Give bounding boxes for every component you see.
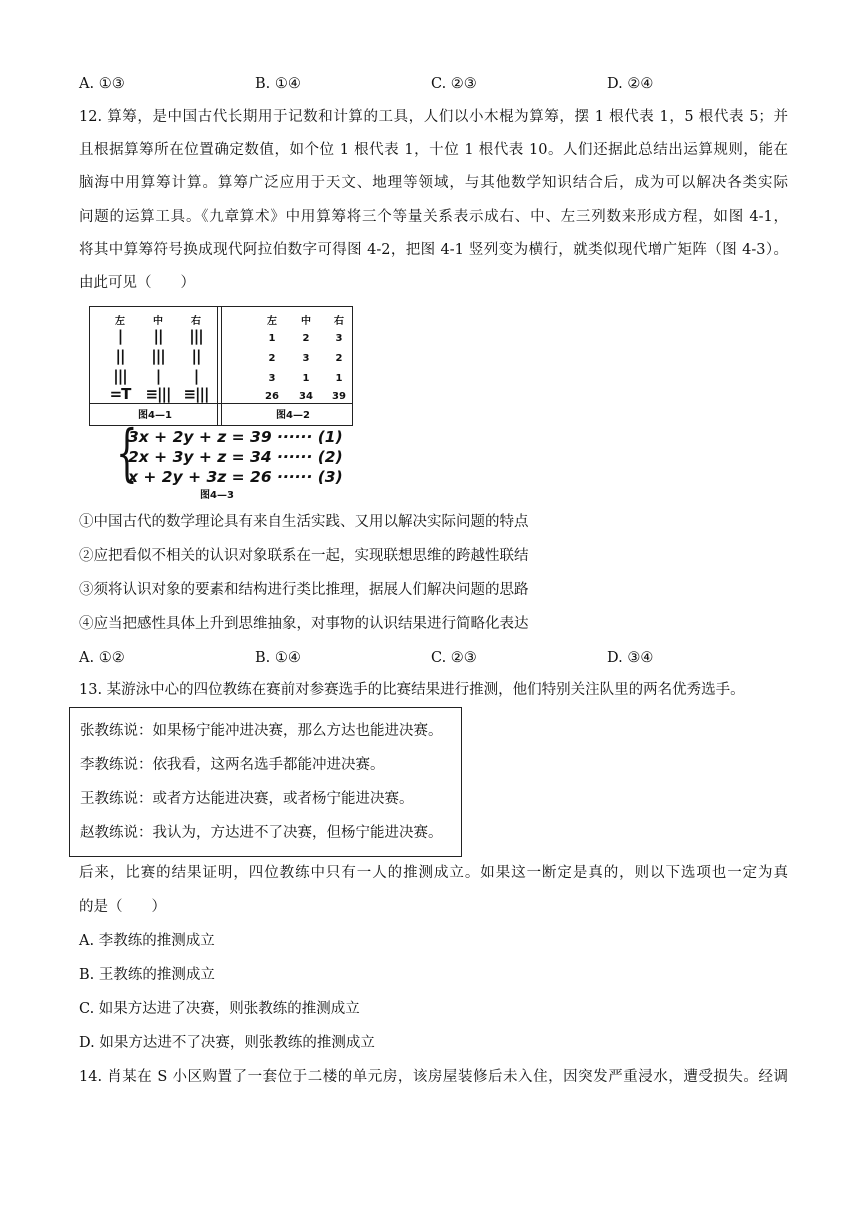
number-cell: 3 (335, 333, 343, 344)
header-right: 右 (334, 316, 344, 327)
rod-cell: | (117, 327, 123, 345)
q13-option-d: D. 如果方达进不了决赛，则张教练的推测成立 (79, 1035, 375, 1051)
option-d: D. ③④ (607, 650, 654, 666)
figure-divider (221, 307, 222, 425)
statement: ④应当把感性具体上升到思维抽象，对事物的认识结果进行简略化表达 (79, 616, 529, 632)
equation-caption: 图4—3 (200, 490, 234, 501)
rod-cell: =T (109, 385, 131, 403)
rod-cell: || (191, 347, 201, 365)
option-b: B. ①④ (255, 650, 301, 666)
q12-stem-line: 由此可见（ ） (79, 275, 195, 291)
statement: ③须将认识对象的要素和结构进行类比推理，据展人们解决问题的思路 (79, 582, 529, 598)
q13-option-a: A. 李教练的推测成立 (79, 933, 215, 949)
number-cell: 3 (302, 353, 310, 364)
number-cell: 2 (268, 353, 276, 364)
q12-stem-line: 12. 算筹，是中国古代长期用于记数和计算的工具，人们以小木棍为算筹，摆 1 根代表 1，5 根代表 5；并 (79, 109, 788, 125)
equation: 2x + 3y + z = 34 ······ (2) (128, 448, 343, 466)
number-cell: 39 (332, 391, 346, 402)
option-d: D. ②④ (607, 76, 654, 92)
q12-stem-line: 问题的运算工具。《九章算术》中用算筹将三个等量关系表示成右、中、左三列数来形成方程，如图 4-1， (79, 209, 788, 225)
option-b: B. ①④ (255, 76, 301, 92)
q14-stem: 14. 肖某在 S 小区购置了一套位于二楼的单元房，该房屋装修后未入住，因突发严重浸水，遭受损失。经调 (79, 1069, 788, 1085)
coach-statement: 赵教练说：我认为，方达进不了决赛，但杨宁能进决赛。 (80, 825, 443, 841)
option-a: A. ①③ (79, 76, 125, 92)
q12-stem-line: 且根据算筹所在位置确定数值，如个位 1 根代表 1，十位 1 根代表 10。人们还据此总结出运算规则，能在 (79, 142, 788, 158)
number-cell: 2 (335, 353, 343, 364)
q13-after-line: 后来，比赛的结果证明，四位教练中只有一人的推测成立。如果这一断定是真的，则以下选项也一定为真 (79, 865, 788, 881)
number-cell: 1 (335, 373, 343, 384)
rod-cell: || (115, 347, 125, 365)
rod-cell: || (153, 327, 163, 345)
rod-cell: ||| (151, 347, 165, 365)
q13-after-line: 的是（ ） (79, 899, 166, 915)
suanchou-figure (89, 306, 353, 426)
number-cell: 26 (265, 391, 279, 402)
q12-options (79, 647, 799, 669)
rod-cell: | (155, 367, 161, 385)
number-cell: 1 (268, 333, 276, 344)
figure-caption-divider (90, 403, 352, 404)
header-middle: 中 (153, 316, 163, 327)
rod-cell: | (193, 367, 199, 385)
equation-system (116, 416, 343, 501)
rod-cell: ≡||| (183, 385, 209, 403)
header-middle: 中 (301, 316, 311, 327)
number-cell: 1 (302, 373, 310, 384)
q12-stem-line: 将其中算筹符号换成现代阿拉伯数字可得图 4-2，把图 4-1 竖列变为横行，就类似现代增广矩阵（图 4-3）。 (79, 242, 788, 258)
number-cell: 34 (299, 391, 313, 402)
statement: ①中国古代的数学理论具有来自生活实践、又用以解决实际问题的特点 (79, 514, 529, 530)
figure-caption: 图4—1 (138, 410, 172, 421)
option-a: A. ①② (79, 650, 125, 666)
option-c: C. ②③ (431, 76, 477, 92)
equation: x + 2y + 3z = 26 ······ (3) (128, 468, 343, 486)
number-cell: 2 (302, 333, 310, 344)
coach-statement: 王教练说：或者方达能进决赛，或者杨宁能进决赛。 (80, 791, 414, 807)
rod-cell: ||| (113, 367, 127, 385)
header-left: 左 (115, 316, 125, 327)
coach-statement: 李教练说：依我看，这两名选手都能冲进决赛。 (80, 757, 385, 773)
q12-stem-line: 脑海中用算筹计算。算筹广泛应用于天文、地理等领域，与其他数学知识结合后，成为可以解决各类实际 (79, 175, 788, 191)
coach-statements-box (69, 707, 462, 857)
figure-caption: 图4—2 (276, 410, 310, 421)
brace: { (116, 416, 138, 489)
figure-divider (217, 307, 218, 425)
q11-options (79, 73, 799, 95)
q13-option-c: C. 如果方达进了决赛，则张教练的推测成立 (79, 1001, 360, 1017)
option-c: C. ②③ (431, 650, 477, 666)
rod-cell: ≡||| (145, 385, 171, 403)
q13-option-b: B. 王教练的推测成立 (79, 967, 215, 983)
header-left: 左 (267, 316, 277, 327)
rod-cell: ||| (189, 327, 203, 345)
equation: 3x + 2y + z = 39 ······ (1) (128, 428, 343, 446)
number-cell: 3 (268, 373, 276, 384)
header-right: 右 (191, 316, 201, 327)
coach-statement: 张教练说：如果杨宁能冲进决赛，那么方达也能进决赛。 (80, 723, 443, 739)
statement: ②应把看似不相关的认识对象联系在一起，实现联想思维的跨越性联结 (79, 548, 529, 564)
q13-stem: 13. 某游泳中心的四位教练在赛前对参赛选手的比赛结果进行推测，他们特别关注队里的两名优秀选手。 (79, 682, 745, 698)
